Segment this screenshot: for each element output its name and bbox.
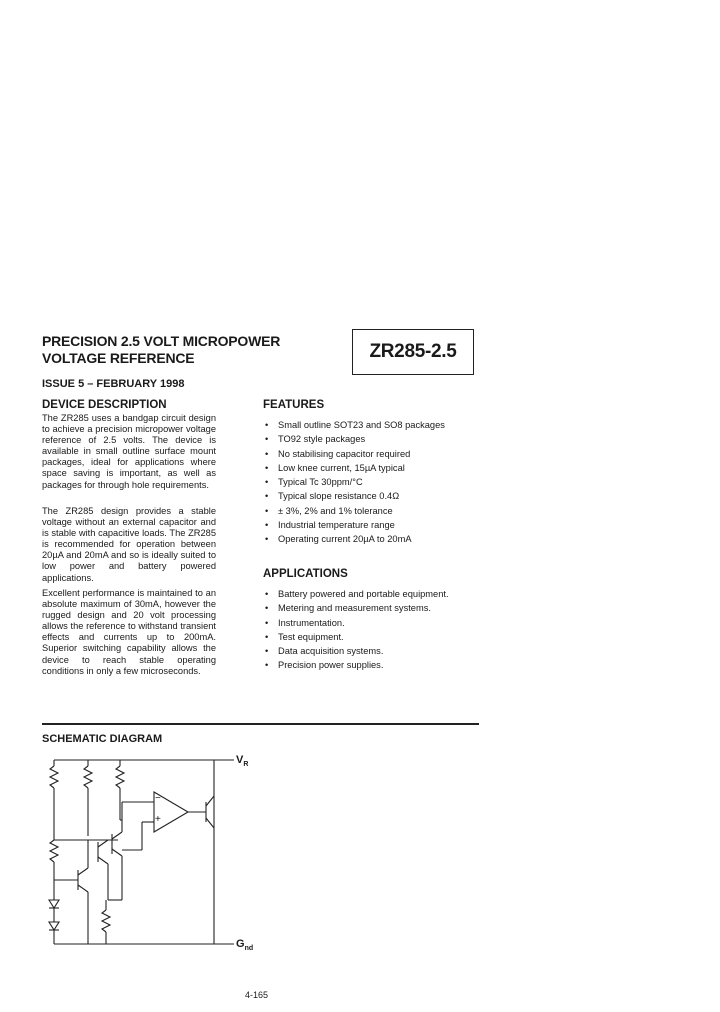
issue-line: ISSUE 5 – FEBRUARY 1998 xyxy=(42,378,185,390)
opamp-minus-sign: − xyxy=(155,793,161,804)
resistor-r2 xyxy=(84,766,92,788)
feature-item: • No stabilising capacitor required xyxy=(263,447,445,461)
resistor-r5 xyxy=(102,910,110,932)
applications-heading: APPLICATIONS xyxy=(263,568,348,580)
vr-subscript: R xyxy=(243,761,249,769)
diode-d2 xyxy=(49,922,59,930)
application-item: • Data acquisition systems. xyxy=(263,644,449,658)
feature-item: • Operating current 20µA to 20mA xyxy=(263,532,445,546)
feature-item: • Typical slope resistance 0.4Ω xyxy=(263,489,445,503)
gnd-terminal-label xyxy=(236,938,253,952)
opamp-plus-sign: + xyxy=(155,814,161,825)
section-divider xyxy=(42,723,479,725)
schematic-heading: SCHEMATIC DIAGRAM xyxy=(42,733,163,745)
part-number-box xyxy=(352,329,474,375)
application-item: • Instrumentation. xyxy=(263,616,449,630)
description-paragraph-1: The ZR285 uses a bandgap circuit design to achieve a precision micropower voltage reference of 2.5 volts. The device is available in small outline surface mount packages, ideal for applications where space saving is important, as well as packages for through hole requirements. xyxy=(42,413,216,490)
diode-d1 xyxy=(49,900,59,908)
gnd-label: G xyxy=(236,938,245,950)
title-line-1: PRECISION 2.5 VOLT MICROPOWER xyxy=(42,333,281,349)
features-list xyxy=(263,418,445,547)
feature-item: • Industrial temperature range xyxy=(263,518,445,532)
application-item: • Test equipment. xyxy=(263,630,449,644)
page-number: 4-165 xyxy=(245,990,269,1000)
title-line-2: VOLTAGE REFERENCE xyxy=(42,350,195,366)
application-item: • Battery powered and portable equipment. xyxy=(263,587,449,601)
resistor-r3 xyxy=(116,766,124,788)
vr-terminal-label xyxy=(236,754,248,768)
part-number: ZR285-2.5 xyxy=(369,341,457,362)
feature-item: • Small outline SOT23 and SO8 packages xyxy=(263,418,445,432)
device-description-heading: DEVICE DESCRIPTION xyxy=(42,399,167,411)
gnd-subscript: nd xyxy=(244,945,254,953)
description-paragraph-2: The ZR285 design provides a stable voltage without an external capacitor and is stable with capacitive loads. The ZR285 is recommended for operation between 20µA and 20mA and so is ideally suited to low power and battery powered applications. xyxy=(42,506,216,583)
feature-item: • Low knee current, 15µA typical xyxy=(263,461,445,475)
feature-item: • ± 3%, 2% and 1% tolerance xyxy=(263,504,445,518)
applications-list xyxy=(263,587,449,673)
application-item: • Precision power supplies. xyxy=(263,658,449,672)
features-heading: FEATURES xyxy=(263,399,325,411)
resistor-r4 xyxy=(50,840,58,862)
vr-label: V xyxy=(236,754,244,766)
feature-item: • Typical Tc 30ppm/°C xyxy=(263,475,445,489)
feature-item: • TO92 style packages xyxy=(263,432,445,446)
application-item: • Metering and measurement systems. xyxy=(263,601,449,615)
document-title xyxy=(42,333,280,367)
schematic-diagram xyxy=(42,750,282,960)
description-paragraph-3: Excellent performance is maintained to an absolute maximum of 30mA, however the rugged design and 20 volt processing allows the reference to withstand transient effects and currents up to 200mA. Superior switching capability allows the device to reach stable operating conditions in only a few microseconds. xyxy=(42,588,216,676)
resistor-r1 xyxy=(50,766,58,788)
